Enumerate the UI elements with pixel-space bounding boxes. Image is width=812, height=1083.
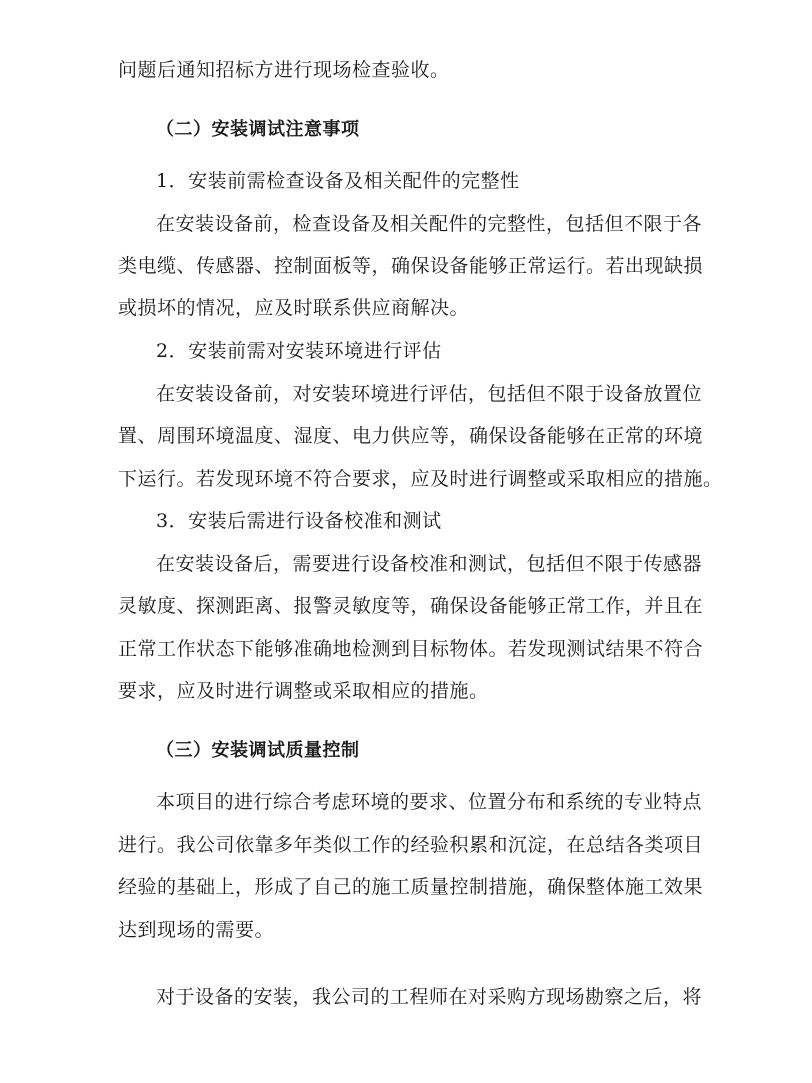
paragraph-line: 下运行。若发现环境不符合要求，应及时进行调整或采取相应的措施。 <box>118 468 723 490</box>
paragraph-line: 要求，应及时进行调整或采取相应的措施。 <box>118 680 489 702</box>
section-heading: （二）安装调试注意事项 <box>156 119 360 140</box>
paragraph-line: 对于设备的安装，我公司的工程师在对采购方现场勘察之后，将 <box>156 986 703 1008</box>
paragraph-line: 或损坏的情况，应及时联系供应商解决。 <box>118 297 470 319</box>
section-heading: （三）安装调试质量控制 <box>156 740 360 761</box>
paragraph-line: 经验的基础上，形成了自己的施工质量控制措施，确保整体施工效果 <box>118 876 704 898</box>
paragraph-line: 进行。我公司依靠多年类似工作的经验积累和沉淀，在总结各类项目 <box>118 834 704 856</box>
subsection-heading: 1．安装前需检查设备及相关配件的完整性 <box>156 170 520 192</box>
paragraph-line: 在安装设备前，检查设备及相关配件的完整性，包括但不限于各 <box>156 213 703 235</box>
paragraph-line: 达到现场的需要。 <box>118 919 275 941</box>
paragraph-line: 本项目的进行综合考虑环境的要求、位置分布和系统的专业特点 <box>156 791 703 813</box>
paragraph-line: 在安装设备前，对安装环境进行评估，包括但不限于设备放置位 <box>156 383 703 405</box>
subsection-heading: 2．安装前需对安装环境进行评估 <box>156 340 442 362</box>
paragraph-line: 类电缆、传感器、控制面板等，确保设备能够正常运行。若出现缺损 <box>118 255 704 277</box>
paragraph-line: 灵敏度、探测距离、报警灵敏度等，确保设备能够正常工作，并且在 <box>118 595 704 617</box>
paragraph-line: 正常工作状态下能够准确地检测到目标物体。若发现测试结果不符合 <box>118 638 704 660</box>
paragraph-line: 在安装设备后，需要进行设备校准和测试，包括但不限于传感器 <box>156 553 703 575</box>
paragraph-line: 问题后通知招标方进行现场检查验收。 <box>118 59 450 81</box>
subsection-heading: 3．安装后需进行设备校准和测试 <box>156 510 442 532</box>
paragraph-line: 置、周围环境温度、湿度、电力供应等，确保设备能够在正常的环境 <box>118 425 704 447</box>
